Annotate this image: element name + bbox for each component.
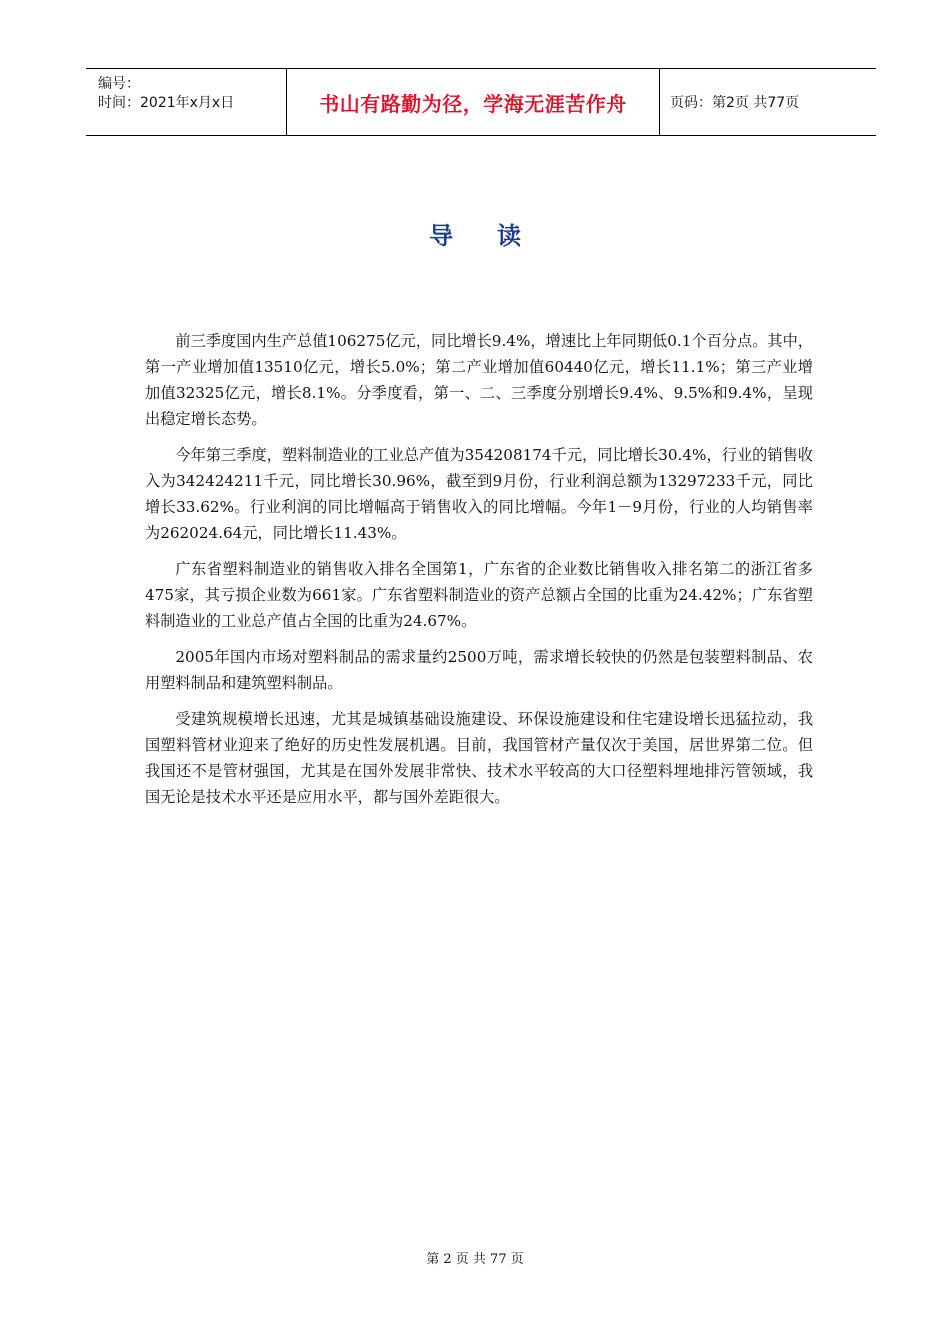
- document-body: [145, 328, 813, 820]
- document-title: 导读: [429, 222, 565, 250]
- header-page-cell: [660, 69, 876, 135]
- page-footer: 第 2 页 共 77 页: [426, 1252, 524, 1267]
- paragraph: 受建筑规模增长迅速，尤其是城镇基础设施建设、环保设施建设和住宅建设增长迅猛拉动，我国塑料管材业迎来了绝好的历史性发展机遇。目前，我国管材产量仅次于美国，居世界第二位。但我国还不是管材强国，尤其是在国外发展非常快、技术水平较高的大口径塑料埋地排污管领域，我国无论是技术水平还是应用水平，都与国外差距很大。: [145, 710, 813, 806]
- paragraph: 2005年国内市场对塑料制品的需求量约2500万吨，需求增长较快的仍然是包装塑料制品、农用塑料制品和建筑塑料制品。: [145, 648, 813, 692]
- paragraph: 今年第三季度，塑料制造业的工业总产值为354208174千元，同比增长30.4%，行业的销售收入为342424211千元，同比增长30.96%，截至到9月份，行业利润总额为13297233千元，同比增长33.62%。行业利润的同比增幅高于销售收入的同比增幅。今年1－9月份，行业的人均销售率为262024.64元，同比增长11.43%。: [145, 446, 813, 542]
- page-info-text: 页码：第2页 共77页: [670, 95, 800, 111]
- paragraph: 前三季度国内生产总值106275亿元，同比增长9.4%，增速比上年同期低0.1个百分点。其中，第一产业增加值13510亿元，增长5.0%；第二产业增加值60440亿元，增长11.1%；第三产业增加值32325亿元，增长8.1%。分季度看，第一、二、三季度分别增长9.4%、9.5%和9.4%，呈现出稳定增长态势。: [145, 332, 813, 428]
- header-meta-cell: [86, 69, 287, 135]
- document-time-label: 时间：2021年x月x日: [98, 95, 235, 111]
- header-motto-cell: [287, 69, 660, 135]
- page-header: [86, 68, 876, 136]
- paragraph: 广东省塑料制造业的销售收入排名全国第1，广东省的企业数比销售收入排名第二的浙江省多475家，其亏损企业数为661家。广东省塑料制造业的资产总额占全国的比重为24.42%；广东省塑料制造业的工业总产值占全国的比重为24.67%。: [145, 560, 813, 630]
- document-number-label: 编号：: [98, 76, 140, 92]
- motto-text: 书山有路勤为径，学海无涯苦作舟: [319, 91, 627, 116]
